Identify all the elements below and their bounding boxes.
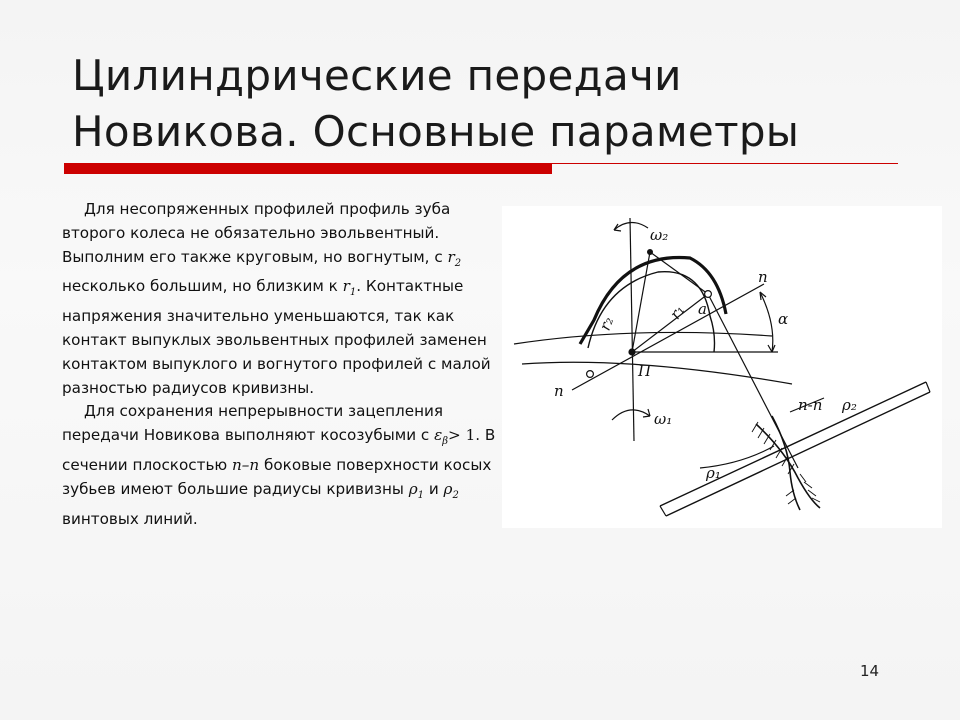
tooth-center-point: [647, 249, 653, 255]
label-omega1: ω₁: [654, 410, 673, 428]
radius-r1: [632, 294, 708, 352]
omega1-arrow: [612, 410, 650, 420]
gear-diagram-svg: [502, 206, 942, 528]
label-omega2: ω₂: [650, 226, 669, 244]
epsilon-relation: > 1: [448, 426, 476, 445]
label-P: П: [638, 362, 652, 380]
omega2-arrow: [614, 222, 648, 230]
plane-label: n–n: [232, 456, 260, 475]
symbol-rho1: $\rho_1$: [408, 479, 425, 501]
pitch-point-P: [628, 348, 635, 355]
symbol-epsilon-beta: $\varepsilon_\beta$: [434, 426, 449, 448]
tooth-inner-profile: [588, 272, 715, 352]
slide-title: [72, 48, 912, 160]
alpha-arc: [760, 292, 773, 352]
line-of-action: [572, 284, 764, 390]
title-line-2: Новикова. Основные параметры: [72, 107, 800, 156]
label-r2: r₂: [595, 314, 618, 333]
pitch-circle-2: [522, 362, 792, 384]
label-alpha: α: [778, 310, 789, 328]
label-a: a: [698, 300, 707, 318]
symbol-r2: $r_2$: [447, 247, 462, 269]
section-hatching: [752, 422, 820, 504]
label-rho2: ρ₂: [842, 396, 857, 414]
title-underline-bar: [64, 163, 552, 174]
novikov-gear-diagram: [502, 206, 942, 528]
title-line-1: Цилиндрические передачи: [72, 51, 682, 100]
symbol-rho2: $\rho_2$: [443, 479, 459, 501]
title-underline-thin: [552, 163, 898, 164]
label-n-top: n: [758, 268, 768, 286]
label-r1: r₁: [666, 301, 689, 323]
label-n-left: n: [554, 382, 564, 400]
body-text: [62, 198, 502, 531]
paragraph-1: Для несопряженных профилей профиль зуба второго колеса не обязательно эвольвентный. Выполним его также круговым, но вогнутым, с $r_2$ несколько большим, но близким к $r_1$. Контактные напряжения значительно уменьшаются, так как контакт выпуклых эвольвентных профилей заменен контактом выпуклого и вогнутого профилей с малой разностью радиусов кривизны.: [62, 200, 491, 397]
symbol-r1: $r_1$: [342, 277, 357, 299]
paragraph-2: Для сохранения непрерывности зацепления передачи Новикова выполняют косозубыми с $\varepsilon_\beta> 1$. В сечении плоскостью n–n боковые поверхности косых зубьев имеют большие радиусы кривизны $\rho_1$ и $\rho_2$ винтовых линий.: [62, 402, 496, 528]
label-rho1: ρ₁: [706, 464, 721, 482]
label-section-n-n: n-n: [798, 396, 823, 414]
contact-point-a: [705, 291, 712, 298]
page-number: 14: [860, 662, 880, 680]
point-n-left: [587, 371, 594, 378]
center-axis-line: [630, 218, 634, 441]
